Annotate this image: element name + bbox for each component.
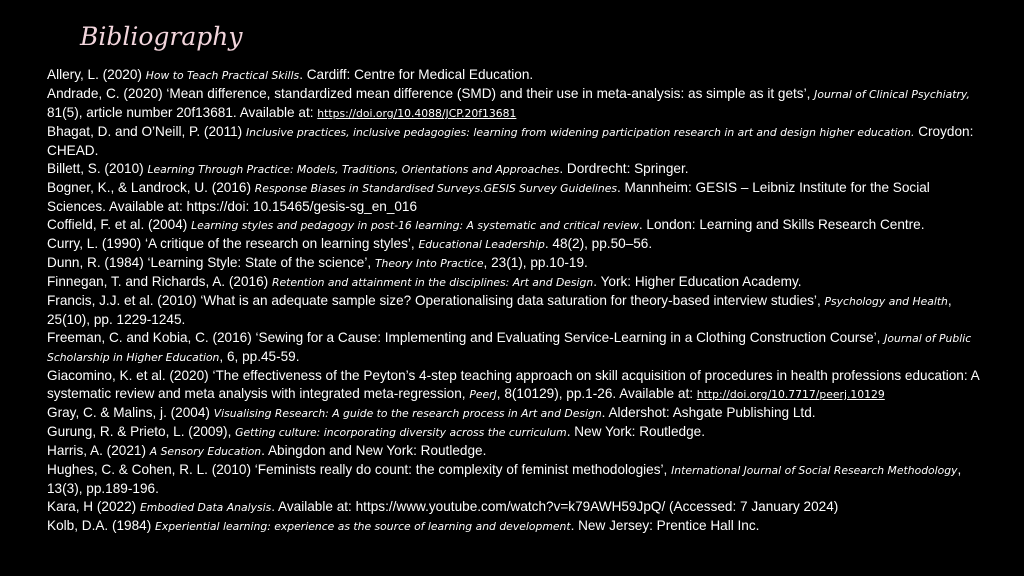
reference-authors: Freeman, C. and Kobia, C. (2016) ‘Sewing for a Cause: Implementing and Evaluating Service-Learning in a Clothing Construction Course’, <box>47 330 885 345</box>
reference-link[interactable]: https://doi.org/10.4088/JCP.20f13681 <box>317 107 517 120</box>
reference-authors: Coffield, F. et al. (2004) <box>47 217 192 232</box>
reference-title: Retention and attainment in the disciplines: Art and Design <box>271 276 594 289</box>
reference-item <box>47 367 992 404</box>
reference-item <box>47 160 992 179</box>
reference-item <box>47 254 992 273</box>
reference-title: Response Biases in Standardised Surveys.GESIS Survey Guidelines <box>254 182 617 195</box>
reference-item <box>47 123 992 160</box>
reference-item <box>47 235 992 254</box>
reference-title: Getting culture: incorporating diversity across the curriculum <box>235 426 567 439</box>
reference-details: , 25(10), pp. 1229-1245. <box>47 293 952 327</box>
reference-list <box>47 66 992 536</box>
reference-details: . Aldershot: Ashgate Publishing Ltd. <box>601 405 816 420</box>
reference-details: . New Jersey: Prentice Hall Inc. <box>570 518 760 533</box>
reference-title: Learning styles and pedagogy in post-16 learning: A systematic and critical review <box>191 219 639 232</box>
reference-item <box>47 292 992 329</box>
reference-details: . New York: Routledge. <box>566 424 705 439</box>
reference-title: Learning Through Practice: Models, Traditions, Orientations and Approaches <box>147 163 560 176</box>
reference-authors: Francis, J.J. et al. (2010) ‘What is an adequate sample size? Operationalising data saturation for theory-based interview studies’, <box>47 293 825 308</box>
reference-details: . Mannheim: GESIS – Leibniz Institute for the Social Sciences. Available at: https://doi: 10.15465/gesis-sg_en_016 <box>47 180 930 214</box>
reference-details: Croydon: CHEAD. <box>47 124 974 158</box>
reference-item <box>47 66 992 85</box>
reference-authors: Gurung, R. & Prieto, L. (2009), <box>47 424 236 439</box>
reference-title: Educational Leadership <box>418 238 545 251</box>
reference-item <box>47 273 992 292</box>
reference-authors: Allery, L. (2020) <box>47 67 146 82</box>
reference-item <box>47 423 992 442</box>
reference-authors: Harris, A. (2021) <box>47 443 150 458</box>
reference-authors: Finnegan, T. and Richards, A. (2016) <box>47 274 272 289</box>
reference-authors: Bhagat, D. and O’Neill, P. (2011) <box>47 124 246 139</box>
reference-details: , 13(3), pp.189-196. <box>47 462 962 496</box>
reference-details: . London: Learning and Skills Research Centre. <box>638 217 925 232</box>
reference-title: International Journal of Social Research Methodology <box>671 464 958 477</box>
reference-details: . Available at: https://www.youtube.com/watch?v=k79AWH59JpQ/ (Accessed: 7 January 2024) <box>271 499 839 514</box>
reference-title: Theory Into Practice <box>374 257 484 270</box>
reference-details: , 6, pp.45-59. <box>219 349 300 364</box>
reference-details: . Dordrecht: Springer. <box>559 161 689 176</box>
reference-item <box>47 442 992 461</box>
reference-authors: Dunn, R. (1984) ‘Learning Style: State of the science’, <box>47 255 375 270</box>
reference-item <box>47 179 992 216</box>
reference-item <box>47 85 992 123</box>
reference-title: How to Teach Practical Skills <box>145 69 300 82</box>
reference-title: PeerJ <box>469 388 497 401</box>
reference-item <box>47 329 992 367</box>
reference-link[interactable]: http://doi.org/10.7717/peerj.10129 <box>696 388 885 401</box>
reference-authors: Bogner, K., & Landrock, U. (2016) <box>47 180 255 195</box>
reference-authors: Hughes, C. & Cohen, R. L. (2010) ‘Feminists really do count: the complexity of feminist methodologies’, <box>47 462 672 477</box>
reference-authors: Curry, L. (1990) ‘A critique of the research on learning styles’, <box>47 236 419 251</box>
reference-authors: Giacomino, K. et al. (2020) ‘The effectiveness of the Peyton’s 4-step teaching approach on skill acquisition of procedures in health professions education: A systematic review and meta analysis with integrated meta-regression, <box>47 368 979 401</box>
reference-title: A Sensory Education <box>149 445 262 458</box>
page-title: Bibliography <box>80 22 243 51</box>
reference-authors: Kara, H (2022) <box>47 499 140 514</box>
reference-item <box>47 461 992 498</box>
reference-details: . Cardiff: Centre for Medical Education. <box>299 67 534 82</box>
reference-title: Embodied Data Analysis <box>139 501 272 514</box>
reference-authors: Gray, C. & Malins, j. (2004) <box>47 405 214 420</box>
reference-details: , 23(1), pp.10-19. <box>483 255 588 270</box>
reference-title: Psychology and Health <box>824 295 948 308</box>
reference-item <box>47 517 992 536</box>
reference-title: Inclusive practices, inclusive pedagogies: learning from widening participation research in art and design higher education. <box>245 126 915 139</box>
reference-authors: Kolb, D.A. (1984) <box>47 518 156 533</box>
reference-authors: Andrade, C. (2020) ‘Mean difference, standardized mean difference (SMD) and their use in meta-analysis: as simple as it gets’, <box>47 86 815 101</box>
reference-item <box>47 404 992 423</box>
reference-details: 81(5), article number 20f13681. Available at: <box>47 105 318 120</box>
reference-title: Visualising Research: A guide to the research process in Art and Design <box>213 407 602 420</box>
reference-title: Journal of Clinical Psychiatry, <box>814 88 970 101</box>
reference-item <box>47 498 992 517</box>
reference-title: Journal of Public Scholarship in Higher Education <box>47 332 972 364</box>
reference-authors: Billett, S. (2010) <box>47 161 148 176</box>
reference-item <box>47 216 992 235</box>
reference-details: , 8(10129), pp.1-26. Available at: <box>496 386 697 401</box>
reference-details: . 48(2), pp.50–56. <box>544 236 653 251</box>
reference-details: . York: Higher Education Academy. <box>593 274 802 289</box>
reference-details: . Abingdon and New York: Routledge. <box>261 443 487 458</box>
reference-title: Experiential learning: experience as the source of learning and development <box>155 520 571 533</box>
